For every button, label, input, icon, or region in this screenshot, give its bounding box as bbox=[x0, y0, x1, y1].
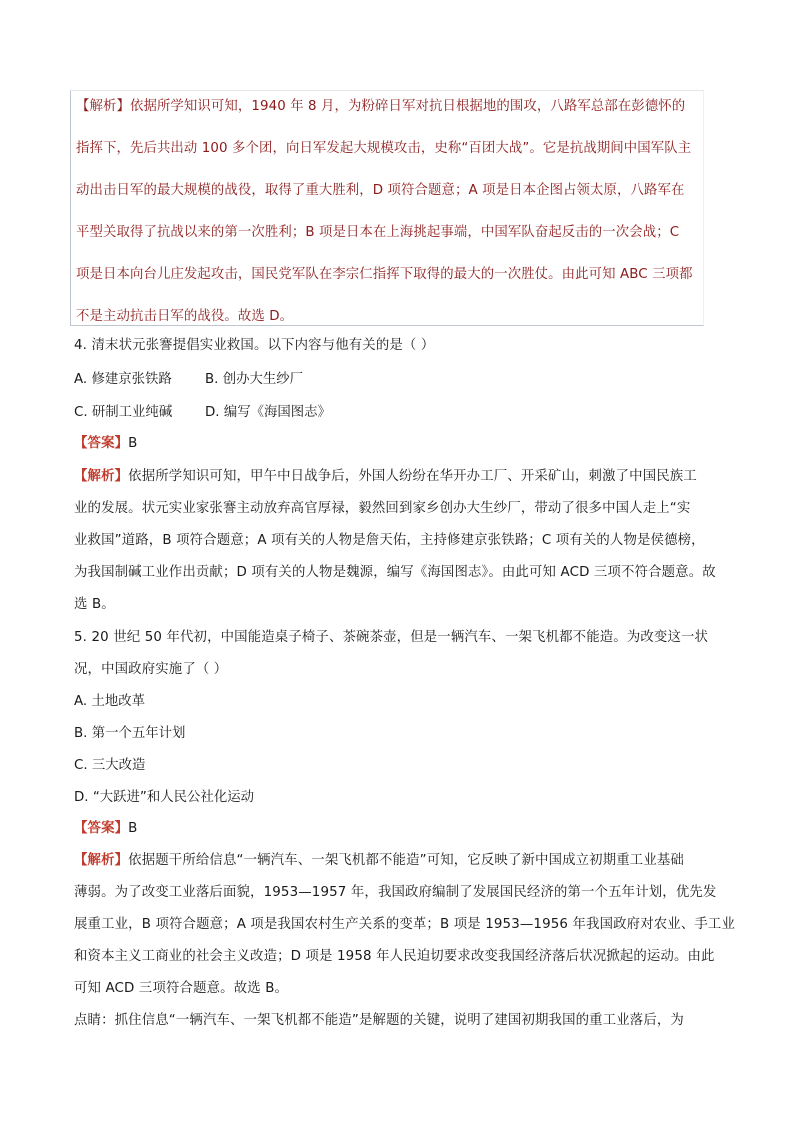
analysis-box-line-2: 指挥下，先后共出动 100 多个团，向日军发起大规模攻击，史称“百团大战”。它是抗战期间中国军队主 bbox=[76, 141, 692, 156]
q4-option-b: B. 创办大生纱厂 bbox=[205, 372, 304, 387]
q5-answer-tag: 【答案】 bbox=[74, 821, 129, 836]
analysis-box-line-4: 平型关取得了抗战以来的第一次胜利；B 项是日本在上海挑起事端，中国军队奋起反击的一次会战；C bbox=[76, 225, 680, 240]
q4-analysis-line-5: 选 B。 bbox=[74, 597, 115, 612]
q5-tip-line-1: 点睛：抓住信息“一辆汽车、一架飞机都不能造”是解题的关键，说明了建国初期我国的重工业落后，为 bbox=[74, 1013, 684, 1028]
q5-analysis-line-2: 薄弱。为了改变工业落后面貌，1953—1957 年，我国政府编制了发展国民经济的第一个五年计划，优先发 bbox=[74, 885, 717, 900]
q4-stem: 4. 清末状元张謇提倡实业救国。以下内容与他有关的是（ ） bbox=[74, 338, 435, 353]
q5-option-a: A. 土地改革 bbox=[74, 694, 145, 709]
q4-analysis-line-3: 业救国”道路，B 项符合题意；A 项有关的人物是詹天佑，主持修建京张铁路；C 项有关的人物是侯德榜， bbox=[74, 533, 705, 548]
q5-stem-line-2: 况，中国政府实施了（ ） bbox=[74, 662, 228, 677]
q4-analysis-line-4: 为我国制碱工业作出贡献；D 项有关的人物是魏源，编写《海国图志》。由此可知 ACD 三项不符合题意。故 bbox=[74, 565, 716, 580]
q5-analysis-text-1: 依据题干所给信息“一辆汽车、一架飞机都不能造”可知，它反映了新中国成立初期重工业基础 bbox=[128, 853, 684, 868]
q4-analysis-tag: 【解析】 bbox=[74, 469, 129, 484]
q5-answer bbox=[74, 817, 138, 836]
q4-analysis-line-1 bbox=[74, 465, 697, 484]
q4-answer bbox=[74, 432, 138, 451]
analysis-box-line-5: 项是日本向台儿庄发起攻击，国民党军队在李宗仁指挥下取得的最大的一次胜仗。由此可知 ABC 三项都 bbox=[76, 267, 693, 282]
q5-option-d: D. “大跃进”和人民公社化运动 bbox=[74, 790, 254, 805]
q5-analysis-line-1 bbox=[74, 849, 684, 868]
q5-option-c: C. 三大改造 bbox=[74, 758, 146, 773]
q5-stem-line-1: 5. 20 世纪 50 年代初，中国能造桌子椅子、茶碗茶壶，但是一辆汽车、一架飞机都不能造。为改变这一状 bbox=[74, 630, 709, 645]
q5-analysis-line-5: 可知 ACD 三项符合题意。故选 B。 bbox=[74, 981, 289, 996]
q4-option-d: D. 编写《海国图志》 bbox=[205, 405, 331, 420]
q4-analysis-text-1: 依据所学知识可知，甲午中日战争后，外国人纷纷在华开办工厂、开采矿山，刺激了中国民族工 bbox=[128, 469, 697, 484]
q5-analysis-line-3: 展重工业，B 项符合题意；A 项是我国农村生产关系的变革；B 项是 1953—1956 年我国政府对农业、手工业 bbox=[74, 917, 735, 932]
q5-analysis-tag: 【解析】 bbox=[74, 853, 129, 868]
q5-analysis-line-4: 和资本主义工商业的社会主义改造；D 项是 1958 年人民迫切要求改变我国经济落后状况掀起的运动。由此 bbox=[74, 949, 715, 964]
q4-answer-value: B bbox=[128, 436, 138, 451]
analysis-box-line-1: 【解析】依据所学知识可知，1940 年 8 月，为粉碎日军对抗日根据地的围攻，八路军总部在彭德怀的 bbox=[76, 99, 686, 114]
analysis-box-line-3: 动出击日军的最大规模的战役，取得了重大胜利，D 项符合题意；A 项是日本企图占领太原，八路军在 bbox=[76, 183, 685, 198]
q4-answer-tag: 【答案】 bbox=[74, 436, 129, 451]
analysis-box-line-6: 不是主动抗击日军的战役。故选 D。 bbox=[76, 309, 294, 324]
q4-option-c: C. 研制工业纯碱 bbox=[74, 405, 173, 420]
q4-option-a: A. 修建京张铁路 bbox=[74, 372, 172, 387]
q5-answer-value: B bbox=[128, 821, 138, 836]
analysis-box bbox=[70, 90, 704, 326]
q5-option-b: B. 第一个五年计划 bbox=[74, 726, 186, 741]
q4-analysis-line-2: 业的发展。状元实业家张謇主动放弃高官厚禄，毅然回到家乡创办大生纱厂，带动了很多中国人走上“实 bbox=[74, 501, 691, 516]
